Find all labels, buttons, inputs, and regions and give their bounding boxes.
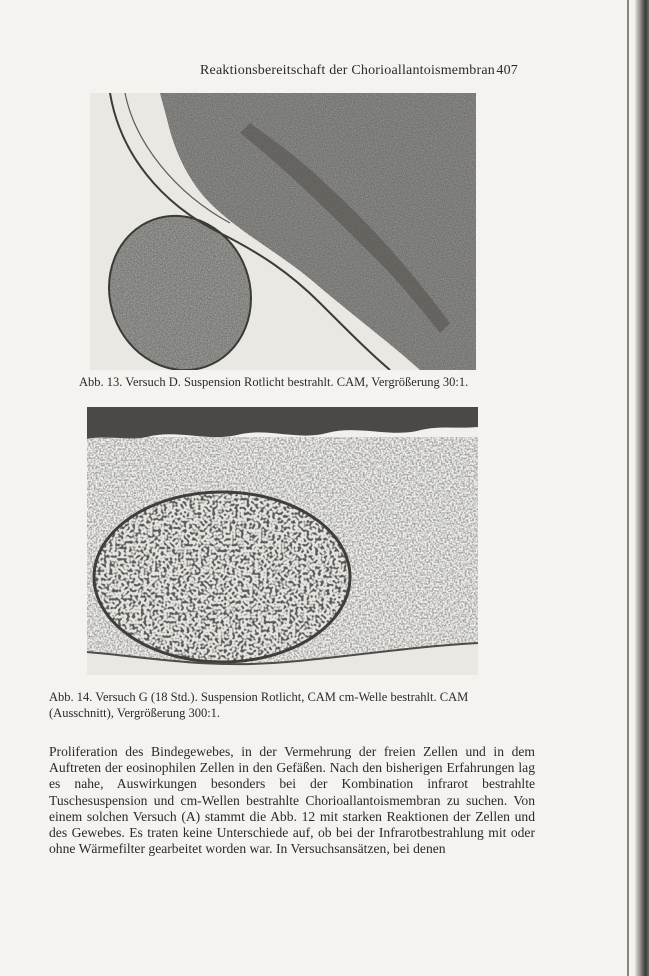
running-title: Reaktionsbereitschaft der Chorioallantoismembran [200,63,495,78]
running-header [200,63,518,81]
figure-14-image [87,407,478,675]
figure-13-image [90,93,476,370]
gutter-line [627,0,629,976]
page-number: 407 [496,63,518,78]
figure-13-micrograph [90,93,476,370]
figure-14-micrograph [87,407,478,675]
figure-14-caption: Abb. 14. Versuch G (18 Std.). Suspension Rotlicht, CAM cm-Welle bestrahlt. CAM (Ausschnitt), Vergrößerung 300:1. [49,690,469,720]
body-paragraph-text: Proliferation des Bindegewebes, in der Vermehrung der freien Zellen und in dem Auftreten der eosinophilen Zellen in den Gefäßen. Nach den bisherigen Erfahrungen lag es nahe, Auswirkungen besonders bei der Kombination infrarot bestrahlte Tuschesuspension und cm-Wellen bestrahlte Chorioallantoismembran zu suchen. Von einem solchen Versuch (A) stammt die Abb. 12 mit starken Reaktionen der Zellen und des Gewebes. Es traten keine Unterschiede auf, ob bei der Infrarotbestrahlung mit oder ohne Wärmefilter gearbeitet worden war. In Versuchsansätzen, bei denen [49,744,535,857]
figure-13-caption: Abb. 13. Versuch D. Suspension Rotlicht bestrahlt. CAM, Vergrößerung 30:1. [79,375,469,389]
body-paragraph [49,744,535,857]
book-spine-edge [635,0,649,976]
